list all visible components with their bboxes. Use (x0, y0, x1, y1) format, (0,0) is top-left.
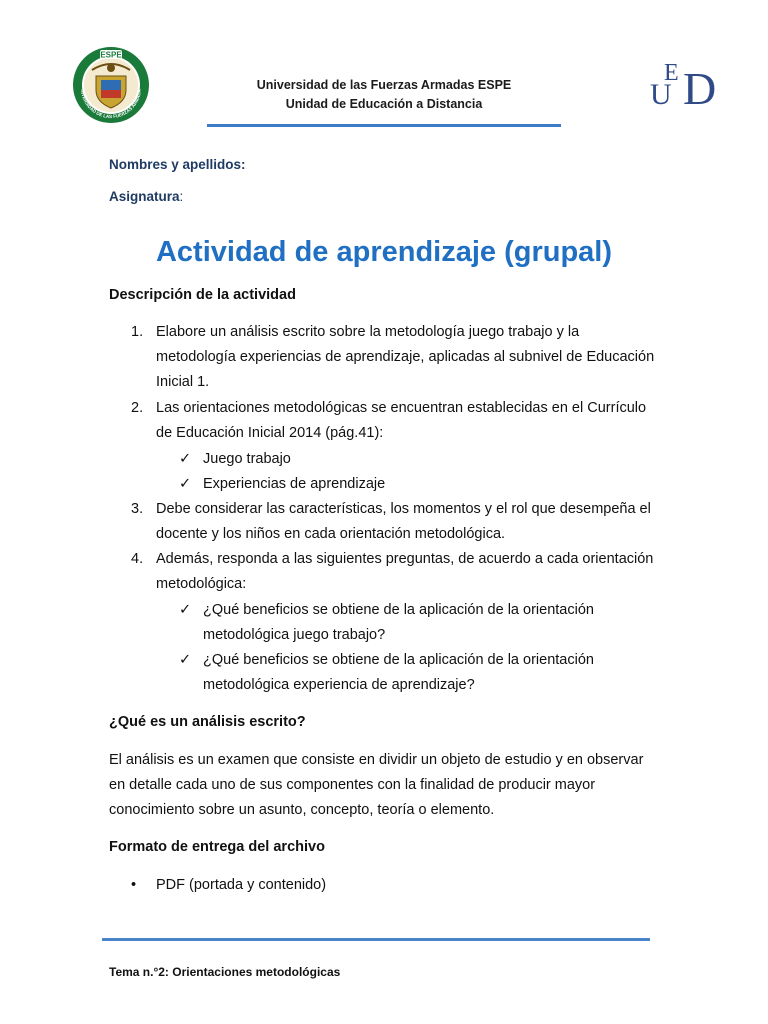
names-label: Nombres y apellidos: (109, 157, 246, 172)
delivery-heading: Formato de entrega del archivo (109, 839, 325, 855)
check-icon: ✓ (179, 476, 192, 492)
subject-label (109, 189, 183, 204)
list-text: Las orientaciones metodológicas se encuentran establecidas en el Currículo de Educación Inicial 2014 (pág.41): (156, 400, 647, 441)
university-name: Universidad de las Fuerzas Armadas ESPE (256, 78, 512, 92)
bullet-text: PDF (portada y contenido) (156, 877, 327, 893)
svg-text:UNIVERSIDAD DE LAS FUERZAS ARM: NIVERSIDAD DE LAS FUERZAS ARMADA (79, 88, 143, 120)
checklist-item (179, 648, 649, 698)
svg-text:D: D (683, 63, 717, 108)
header-divider (207, 124, 561, 127)
bullet-item (131, 873, 431, 898)
svg-text:ESPE: ESPE (100, 50, 122, 60)
check-icon: ✓ (179, 451, 192, 467)
list-text: Elabore un análisis escrito sobre la metodología juego trabajo y la metodología experiencias de aprendizaje, aplicadas al subnivel de Educación Inicial 1. (156, 324, 655, 390)
page-title: Actividad de aprendizaje (grupal) (155, 236, 613, 268)
list-number: 2. (131, 400, 144, 416)
subject-colon: : (179, 189, 184, 204)
checklist-item (179, 447, 649, 472)
espe-logo (72, 46, 150, 124)
unit-name: Unidad de Educación a Distancia (285, 97, 483, 111)
svg-text:U: U (650, 78, 672, 108)
list-item (131, 497, 661, 547)
check-icon: ✓ (179, 652, 192, 668)
check-icon: ✓ (179, 602, 192, 618)
checklist-text: Experiencias de aprendizaje (203, 476, 386, 492)
subject-label-text: Asignatura (109, 189, 180, 204)
footer-topic: Tema n.°2: Orientaciones metodológicas (109, 965, 341, 979)
list-item (131, 547, 661, 597)
list-item (131, 396, 661, 446)
description-heading: Descripción de la actividad (109, 287, 296, 303)
list-number: 3. (131, 501, 144, 517)
list-number: 1. (131, 324, 144, 340)
bullet-icon: • (131, 877, 137, 893)
checklist-text: ¿Qué beneficios se obtiene de la aplicación de la orientación metodológica juego trabajo? (203, 602, 594, 643)
checklist-item (179, 598, 649, 648)
checklist-item (179, 472, 649, 497)
analysis-paragraph: El análisis es un examen que consiste en dividir un objeto de estudio y en observar en detalle cada uno de sus componentes con la finalidad de producir mayor conocimiento sobre un asunto, concepto, teoría o elemento. (109, 752, 644, 818)
footer-divider (102, 938, 650, 941)
checklist-text: Juego trabajo (203, 451, 291, 467)
list-item (131, 320, 661, 395)
list-text: Además, responda a las siguientes preguntas, de acuerdo a cada orientación metodológica: (156, 551, 654, 592)
list-number: 4. (131, 551, 144, 567)
ued-logo (646, 58, 736, 108)
list-text: Debe considerar las características, los momentos y el rol que desempeña el docente y los niños en cada orientación metodológica. (156, 501, 651, 542)
header-titles (200, 76, 568, 114)
svg-text:E: E (664, 60, 679, 86)
analysis-heading: ¿Qué es un análisis escrito? (109, 714, 306, 730)
checklist-text: ¿Qué beneficios se obtiene de la aplicación de la orientación metodológica experiencia de aprendizaje? (203, 652, 594, 693)
